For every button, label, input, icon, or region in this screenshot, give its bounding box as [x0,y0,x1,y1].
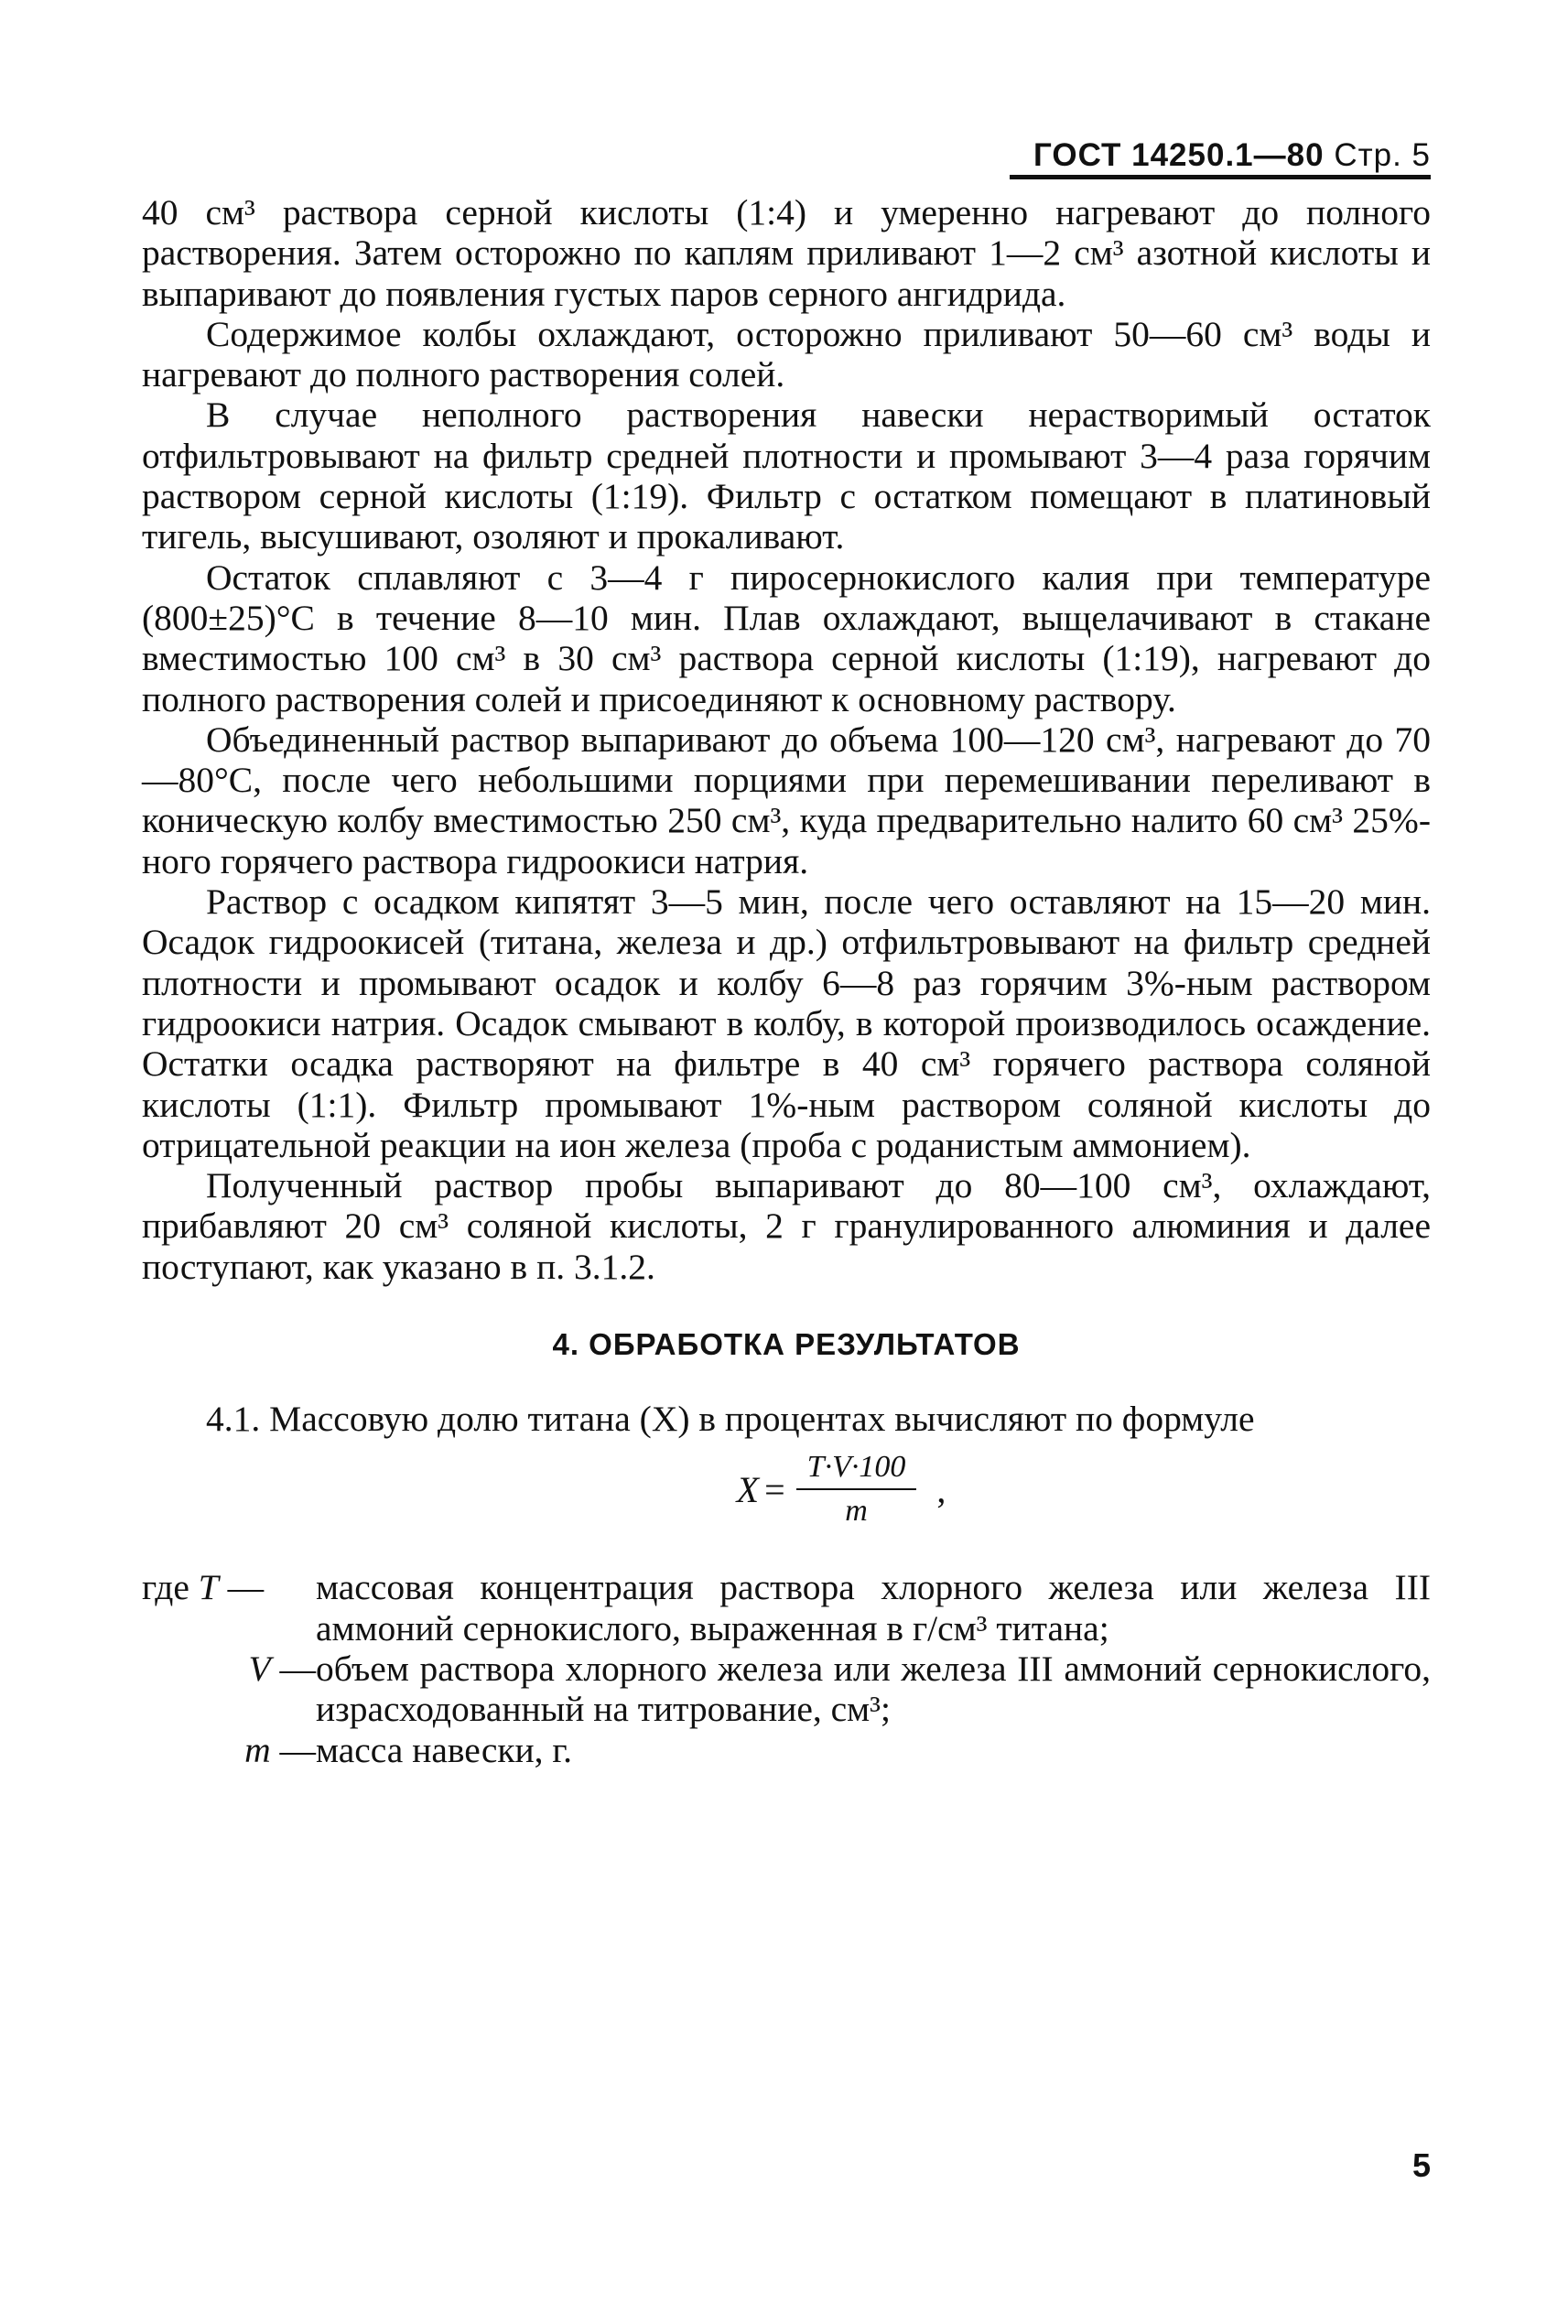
definition-text: объем раствора хлорного железа или железа III аммоний сернокислого, израсходованный на титрование, см³; [316,1648,1431,1730]
definition-symbol: m [244,1729,271,1770]
section-intro: 4.1. Массовую долю титана (X) в процентах вычисляют по формуле [206,1399,1255,1440]
paragraph-4: Остаток сплавляют с 3—4 г пиросернокислого калия при температуре (800±25)°С в течение 8—10 мин. Плав охлаждают, выщелачивают в стакане вместимостью 100 см³ в 30 см³ раствора серной кислоты (1:19), нагревают до полного растворения солей и присоединяют к основному раствору. [142,557,1431,719]
definition-symbol: V [248,1648,271,1689]
formula-comma: , [936,1468,946,1510]
definition-dash: — [218,1567,265,1608]
formula-lhs: X [736,1468,760,1510]
definition-row [142,1648,1431,1730]
document-page [142,137,1431,1770]
paragraph-5: Объединенный раствор выпаривают до объема 100—120 см³, нагревают до 70—80°С, после чего небольшими порциями при перемешивании переливают в коническую колбу вместимостью 250 см³, куда предварительно налито 60 см³ 25%-ного горячего раствора гидроокиси натрия. [142,719,1431,881]
definition-symbol: T [198,1567,219,1608]
definition-dash: — [270,1648,316,1689]
paragraph-6: Раствор с осадком кипятят 3—5 мин, после чего оставляют на 15—20 мин. Осадок гидроокисей (титана, железа и др.) отфильтровывают на фильтр средней плотности и промывают осадок и колбу 6—8 раз горячим 3%-ным раствором гидроокиси натрия. Осадок смывают в колбу, в которой производилось осаждение. Остатки осадка растворяют на фильтре в 40 см³ горячего раствора соляной кислоты (1:1). Фильтр промывают 1%-ным раствором соляной кислоты до отрицательной реакции на ион железа (проба с роданистым аммонием). [142,881,1431,1165]
formula-numerator: T·V·100 [796,1450,917,1490]
definition-dash: — [270,1729,316,1770]
paragraph-2: Содержимое колбы охлаждают, осторожно приливают 50—60 см³ воды и нагревают до полного растворения солей. [142,313,1431,395]
standard-number: ГОСТ 14250.1—80 [1033,137,1325,173]
variable-definitions [142,1567,1431,1769]
paragraph-7: Полученный раствор пробы выпаривают до 80—100 см³, охлаждают, прибавляют 20 см³ соляной кислоты, 2 г гранулированного алюминия и далее поступают, как указано в п. 3.1.2. [142,1165,1431,1287]
footer-page-number: 5 [1411,2146,1431,2184]
paragraph-1: 40 см³ раствора серной кислоты (1:4) и умеренно нагревают до полного растворения. Затем осторожно по каплям приливают 1—2 см³ азотной кислоты и выпаривают до появления густых паров серного ангидрида. [142,192,1431,314]
section-heading: 4. ОБРАБОТКА РЕЗУЛЬТАТОВ [552,1327,1021,1362]
definition-row [142,1567,1431,1648]
running-header [142,137,1431,179]
formula-denominator: m [845,1494,868,1529]
definition-text: масса навески, г. [316,1729,573,1770]
formula-fraction [796,1450,917,1529]
formula [252,1439,1431,1540]
formula-equals: = [764,1468,785,1510]
page-label: Стр. 5 [1334,137,1431,173]
definition-text: массовая концентрация раствора хлорного железа или железа III аммоний сернокислого, выраженная в г/см³ титана; [316,1567,1431,1648]
definition-row [142,1730,1431,1770]
paragraph-3: В случае неполного растворения навески нерастворимый остаток отфильтровывают на фильтр средней плотности и промывают 3—4 раза горячим раствором серной кислоты (1:19). Фильтр с остатком помещают в платиновый тигель, высушивают, озоляют и прокаливают. [142,395,1431,557]
definition-lead: где [142,1567,189,1608]
